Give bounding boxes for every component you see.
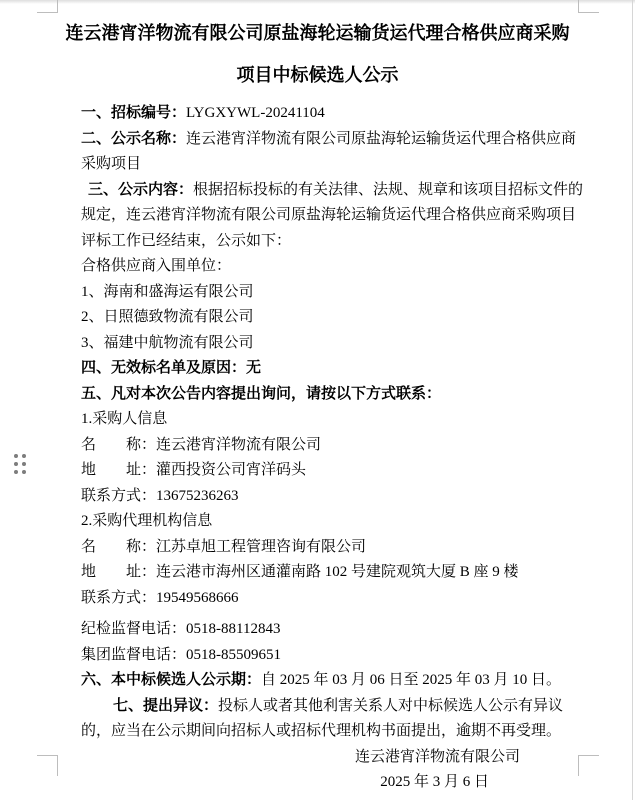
section-text: 连云港宵洋物流有限公司原盐海轮运输货运代理合格供应商采购项目 bbox=[81, 130, 577, 172]
drag-dot bbox=[22, 470, 26, 474]
top-shadow bbox=[0, 0, 635, 4]
group-supervision-phone-line: 集团监督电话：0518-85509651 bbox=[81, 646, 281, 663]
page-title-line-2: 项目中标候选人公示 bbox=[236, 65, 399, 85]
crop-mark-bottom-right bbox=[578, 755, 599, 776]
agency-address-line: 地 址：连云港市海州区通灌南路 102 号建院观筑大厦 B 座 9 楼 bbox=[81, 564, 519, 580]
shortlist-item-3: 3、福建中航物流有限公司 bbox=[81, 334, 254, 351]
drag-handle-icon[interactable] bbox=[14, 454, 27, 475]
section-label: 一、招标编号： bbox=[81, 105, 187, 121]
purchaser-info-header: 1.采购人信息 bbox=[81, 411, 168, 427]
notice-content-paragraph bbox=[81, 178, 585, 255]
agency-name-line: 名 称：江苏卓旭工程管理咨询有限公司 bbox=[81, 538, 367, 555]
section-label: 四、无效标名单及原因：无 bbox=[81, 360, 262, 376]
discipline-supervision-phone-line: 纪检监督电话：0518-88112843 bbox=[81, 621, 281, 637]
agency-contact-line: 联系方式：19549568666 bbox=[81, 589, 239, 606]
purchaser-address-line: 地 址：灌西投资公司宵洋码头 bbox=[81, 462, 307, 478]
signature-date-line: 2025 年 3 月 6 日 bbox=[380, 774, 489, 790]
contact-instruction-line bbox=[81, 382, 585, 408]
drag-dot bbox=[22, 462, 26, 466]
drag-dot bbox=[14, 462, 18, 466]
crop-mark-bottom-left bbox=[37, 755, 58, 776]
section-label: 五、凡对本次公告内容提出询问，请按以下方式联系： bbox=[81, 385, 442, 402]
section-text: 投标人或者其他利害关系人对中标候选人公示有异议的，应当在公示期间向招标人或招标代理机构书面提出，逾期不再受理。 bbox=[81, 697, 564, 739]
purchaser-contact-line: 联系方式：13675236263 bbox=[81, 487, 239, 504]
bid-number-line bbox=[81, 101, 585, 127]
section-label: 七、提出异议： bbox=[113, 697, 219, 714]
purchaser-name-line: 名 称：连云港宵洋物流有限公司 bbox=[81, 436, 322, 453]
section-label: 二、公示名称： bbox=[81, 130, 187, 147]
section-label: 六、本中标候选人公示期： bbox=[81, 672, 262, 688]
objection-line bbox=[81, 694, 585, 745]
shortlist-item-1: 1、海南和盛海运有限公司 bbox=[81, 283, 254, 300]
shortlist-header-line: 合格供应商入围单位： bbox=[81, 258, 232, 274]
section-label: 三、公示内容： bbox=[88, 181, 194, 198]
page-title bbox=[0, 0, 635, 96]
invalid-bids-line bbox=[81, 356, 585, 382]
signature-company-line: 连云港宵洋物流有限公司 bbox=[354, 748, 520, 765]
publicity-period-line bbox=[81, 668, 585, 694]
signature-block bbox=[0, 745, 635, 796]
document-body bbox=[0, 96, 635, 745]
notice-name-line bbox=[81, 127, 585, 178]
section-text: LYGXYWL-20241104 bbox=[186, 105, 325, 121]
page-right-edge-line bbox=[632, 0, 633, 800]
drag-dot bbox=[22, 454, 26, 458]
crop-mark-top-left bbox=[37, 0, 58, 13]
shortlist-item-2: 2、日照德致物流有限公司 bbox=[81, 309, 254, 325]
drag-dot bbox=[14, 454, 18, 458]
section-text: 根据招标投标的有关法律、法规、规章和该项目招标文件的规定，连云港宵洋物流有限公司原盐海轮运输货运代理合格供应商采购项目评标工作已经结束，公示如下： bbox=[81, 181, 584, 249]
agency-info-header: 2.采购代理机构信息 bbox=[81, 513, 213, 529]
page-title-line-1: 连云港宵洋物流有限公司原盐海轮运输货运代理合格供应商采购 bbox=[65, 23, 570, 43]
crop-mark-top-right bbox=[578, 0, 599, 13]
section-text: 自 2025 年 03 月 06 日至 2025 年 03 月 10 日。 bbox=[261, 672, 562, 688]
drag-dot bbox=[14, 470, 18, 474]
